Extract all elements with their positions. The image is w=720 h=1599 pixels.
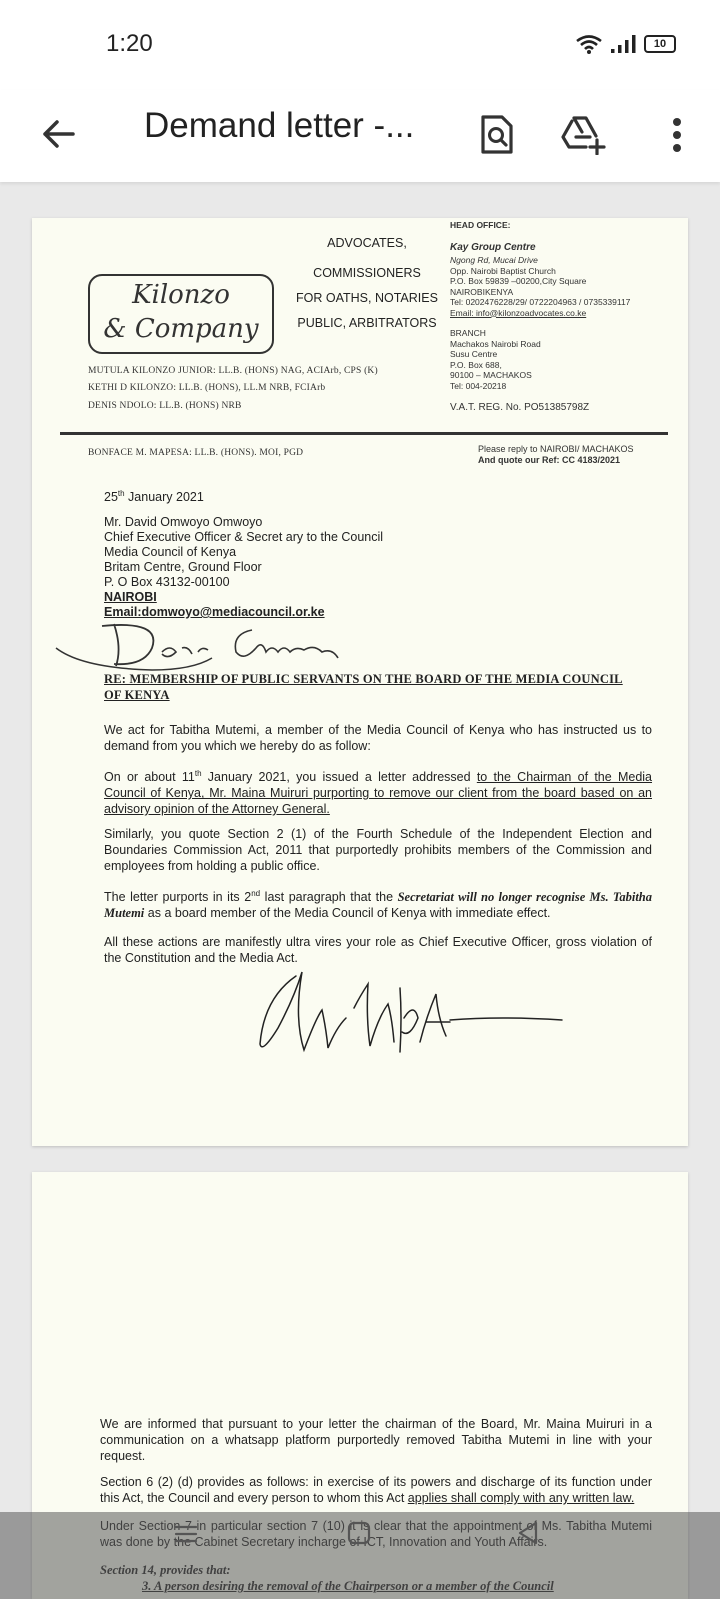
p4-bold: Secretariat will no longer recognise Ms. Tabitha Mutemi (104, 890, 652, 921)
reply-ref: And quote our Ref: CC 4183/2021 (478, 454, 621, 465)
address-line: Media Council of Kenya (104, 545, 237, 559)
re-line-1: RE: MEMBERSHIP OF PUBLIC SERVANTS ON THE BOARD OF THE MEDIA COUNCIL (104, 672, 623, 686)
letter-date (104, 486, 652, 505)
handwritten-signature (250, 958, 570, 1068)
wifi-icon (576, 34, 602, 54)
add-to-drive-button[interactable] (556, 108, 610, 162)
back-arrow-icon (41, 119, 75, 149)
firm-logo (88, 274, 274, 354)
address-line: Mr. David Omwoyo Omwoyo (104, 515, 263, 529)
branch-block (450, 328, 541, 391)
paragraph-5: All these actions are manifestly ultra vires your role as Chief Executive Officer, gross violation of the Constitution and the Media Act. (104, 935, 652, 965)
status-icons (576, 34, 676, 54)
address-line: P. O Box 43132-00100 (104, 575, 230, 589)
branch-label: BRANCH (450, 328, 486, 338)
add-to-drive-icon (560, 115, 606, 155)
p4-start: The letter purports in its 2 (104, 890, 252, 905)
branch-line: Machakos Nairobi Road (450, 338, 541, 349)
recipient-address (104, 515, 652, 620)
back-nav-icon[interactable] (516, 1520, 540, 1546)
re-line-2: OF KENYA (104, 688, 170, 702)
partner-line: MUTULA KILONZO JUNIOR: LL.B. (HONS) NAG, ACIArb, CPS (K) (88, 366, 378, 376)
document-page-1 (32, 218, 688, 1146)
logo-line-1: Kilonzo (132, 280, 230, 310)
system-nav-bar (0, 1512, 720, 1599)
partner-bottom: BONFACE M. MAPESA: LL.B. (HONS). MOI, PGD (88, 448, 304, 458)
app-bar (0, 90, 720, 182)
page2-paragraph-1: We are informed that pursuant to your letter the chairman of the Board, Mr. Maina Muiruri in a communication on a whatsapp platform purportedly removed Tabitha Mutemi in line with your request. (100, 1417, 652, 1463)
status-time: 1:20 (106, 30, 153, 57)
branch-line: 90100 – MACHAKOS (450, 370, 532, 380)
handwritten-salutation (52, 618, 352, 678)
address-line: Britam Centre, Ground Floor (104, 560, 262, 574)
page2-paragraph-2 (100, 1474, 652, 1506)
date-sup: th (117, 489, 125, 498)
vat-number: V.A.T. REG. No. PO51385798Z (450, 402, 590, 413)
p2-sup: th (194, 769, 202, 778)
p4-mid: last paragraph that the (260, 890, 398, 905)
head-office-name: Kay Group Centre (450, 242, 536, 253)
signal-icon (610, 34, 636, 54)
ho-line: Ngong Rd, Mucai Drive (450, 255, 538, 265)
paragraph-2 (104, 766, 652, 817)
document-title: Demand letter -... (144, 106, 415, 145)
reply-line: Please reply to NAIROBI/ MACHAKOS (478, 444, 634, 454)
date-rest: January 2021 (124, 490, 204, 505)
more-options-button[interactable] (650, 108, 704, 162)
letterhead-public: PUBLIC, ARBITRATORS (297, 316, 437, 330)
p4-sup: nd (251, 889, 261, 898)
ho-email: Email: info@kilonzoadvocates.co.ke (450, 307, 587, 318)
p2-mid: January 2021, you issued a letter addressed (201, 770, 477, 785)
status-bar (0, 0, 720, 90)
ho-line: Opp. Nairobi Baptist Church (450, 265, 556, 276)
branch-line: P.O. Box 688, (450, 359, 502, 370)
more-vert-icon (672, 117, 682, 153)
back-button[interactable] (34, 110, 82, 158)
partner-line: DENIS NDOLO: LL.B. (HONS) NRB (88, 401, 242, 411)
paragraph-4 (104, 886, 652, 921)
document-search-icon (480, 115, 514, 155)
partner-line: KETHI D KILONZO: LL.B. (HONS), LL.M NRB, FCIArb (88, 383, 326, 393)
letterhead-rule (60, 432, 668, 435)
ho-line: Tel: 0202476228/29/ 0722204963 / 0735339117 (450, 297, 631, 307)
home-icon[interactable] (346, 1520, 372, 1546)
branch-line: Tel: 004-20218 (450, 380, 507, 391)
paragraph-3: Similarly, you quote Section 2 (1) of the Fourth Schedule of the Independent Election and Boundaries Commission Act, 2011 that purportedly prohibits members of the Commission and employees from holding a public office. (104, 827, 652, 873)
head-office-label: HEAD OFFICE: (450, 220, 511, 230)
battery-icon: 10 (644, 35, 676, 53)
ho-line: NAIROBIKENYA (450, 286, 514, 297)
letterhead-commissioners: COMMISSIONERS (313, 266, 421, 280)
address-city: NAIROBI (104, 590, 157, 604)
letterhead-advocates: ADVOCATES, (327, 236, 407, 250)
branch-line: Susu Centre (450, 349, 498, 359)
reply-note (478, 444, 634, 465)
recipient-email: Email:domwoyo@mediacouncil.or.ke (104, 605, 325, 619)
find-in-document-button[interactable] (470, 108, 524, 162)
head-office-address (450, 255, 630, 318)
p4-end: as a board member of the Media Council of Kenya with immediate effect. (144, 906, 551, 921)
p2-2-start: Section 6 (2) (d) provides as follows: in exercise of its powers and discharge of its function under this Act, the Council and every person to whom this Act (100, 1475, 652, 1505)
p2-underline: to the Chairman of the Media Council of Kenya, Mr. Maina Muiruri purporting to remove our client from the board based on an advisory opinion of the Attorney General. (104, 770, 653, 817)
address-line: Chief Executive Officer & Secret ary to the Council (104, 530, 384, 544)
ho-line: P.O. Box 59839 –00200,City Square (450, 276, 587, 286)
paragraph-1: We act for Tabitha Mutemi, a member of the Media Council of Kenya who has instructed us to demand from you which we hereby do as follow: (104, 723, 652, 753)
recents-menu-icon[interactable] (174, 1524, 198, 1544)
re-subject (104, 671, 652, 703)
date-day: 25 (104, 490, 118, 505)
p2-2-underline: applies shall comply with any written law. (407, 1491, 635, 1505)
p2-start: On or about 11 (104, 770, 195, 785)
letterhead-oaths: FOR OATHS, NOTARIES (296, 291, 438, 305)
logo-line-2: & Company (103, 314, 259, 344)
